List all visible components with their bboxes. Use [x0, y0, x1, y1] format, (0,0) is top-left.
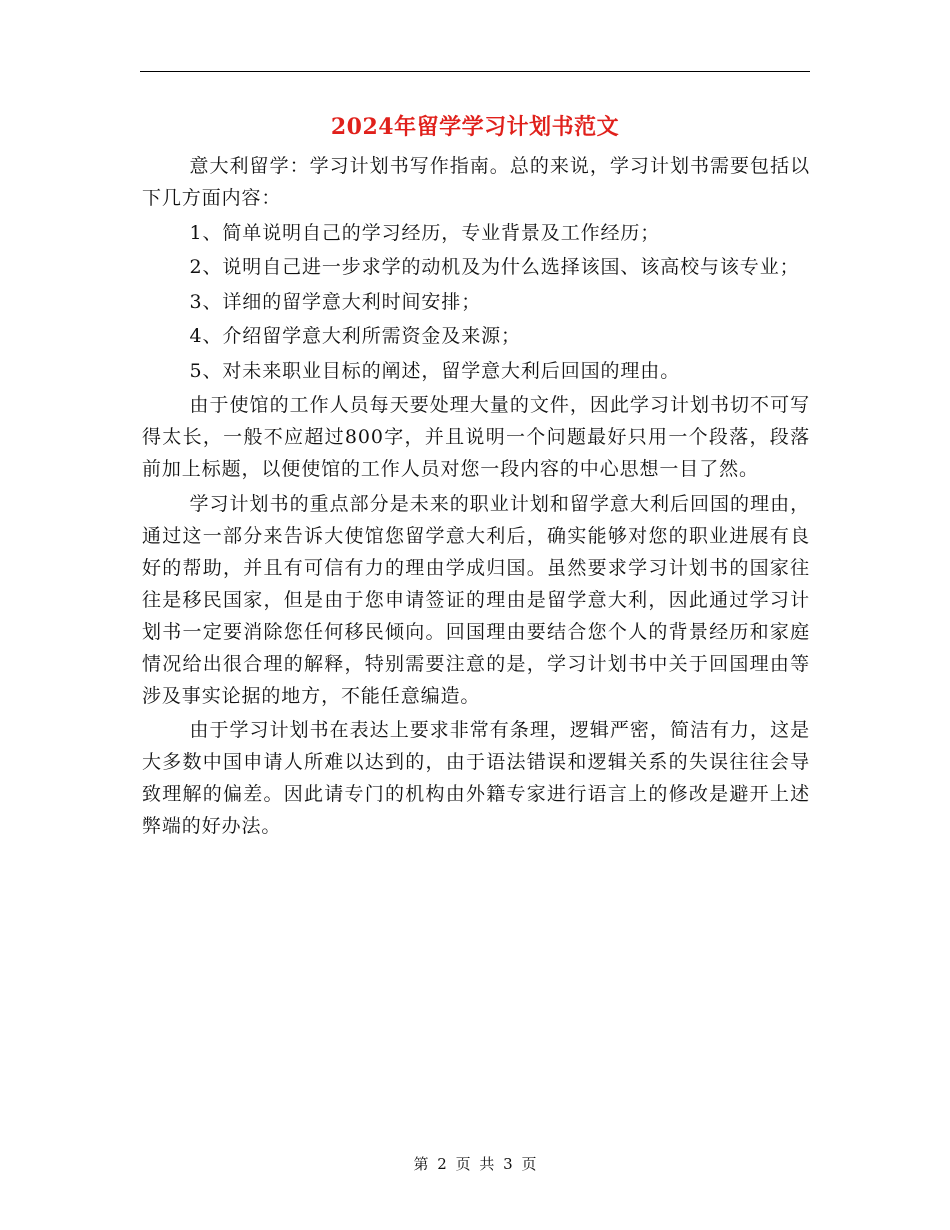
paragraph-key-section: 学习计划书的重点部分是未来的职业计划和留学意大利后回国的理由，通过这一部分来告诉大使馆您留学意大利后，确实能够对您的职业进展有良好的帮助，并且有可信有力的理由学成归国。虽然要求学习计划书的国家往往是移民国家，但是由于您申请签证的理由是留学意大利，因此通过学习计划书一定要消除您任何移民倾向。回国理由要结合您个人的背景经历和家庭情况给出很合理的解释，特别需要注意的是，学习计划书中关于回国理由等涉及事实论据的地方，不能任意编造。	[142, 492, 810, 707]
document-title: 2024年留学学习计划书范文	[330, 114, 620, 140]
header-rule	[140, 71, 810, 72]
paragraph-intro: 意大利留学：学习计划书写作指南。总的来说，学习计划书需要包括以下几方面内容：	[142, 155, 810, 209]
paragraph-length-advice: 由于使馆的工作人员每天要处理大量的文件，因此学习计划书切不可写得太长，一般不应超过800字，并且说明一个问题最好只用一个段落，段落前加上标题，以便使馆的工作人员对您一段内容的中心思想一目了然。	[142, 394, 810, 480]
list-item-5: 5、对未来职业目标的阐述，留学意大利后回国的理由。	[189, 359, 681, 382]
list-item-2: 2、说明自己进一步求学的动机及为什么选择该国、该高校与该专业；	[189, 256, 800, 278]
list-item-1: 1、简单说明自己的学习经历，专业背景及工作经历；	[189, 221, 661, 244]
list-item-4: 4、介绍留学意大利所需资金及来源；	[189, 325, 521, 347]
paragraph-language-editing: 由于学习计划书在表达上要求非常有条理，逻辑严密，简洁有力，这是大多数中国申请人所难以达到的，由于语法错误和逻辑关系的失误往往会导致理解的偏差。因此请专门的机构由外籍专家进行语言上的修改是避开上述弊端的好办法。	[142, 719, 810, 837]
page-number-footer: 第 2 页 共 3 页	[413, 1155, 537, 1173]
list-item-3: 3、详细的留学意大利时间安排；	[189, 290, 482, 313]
document-body	[142, 150, 810, 845]
